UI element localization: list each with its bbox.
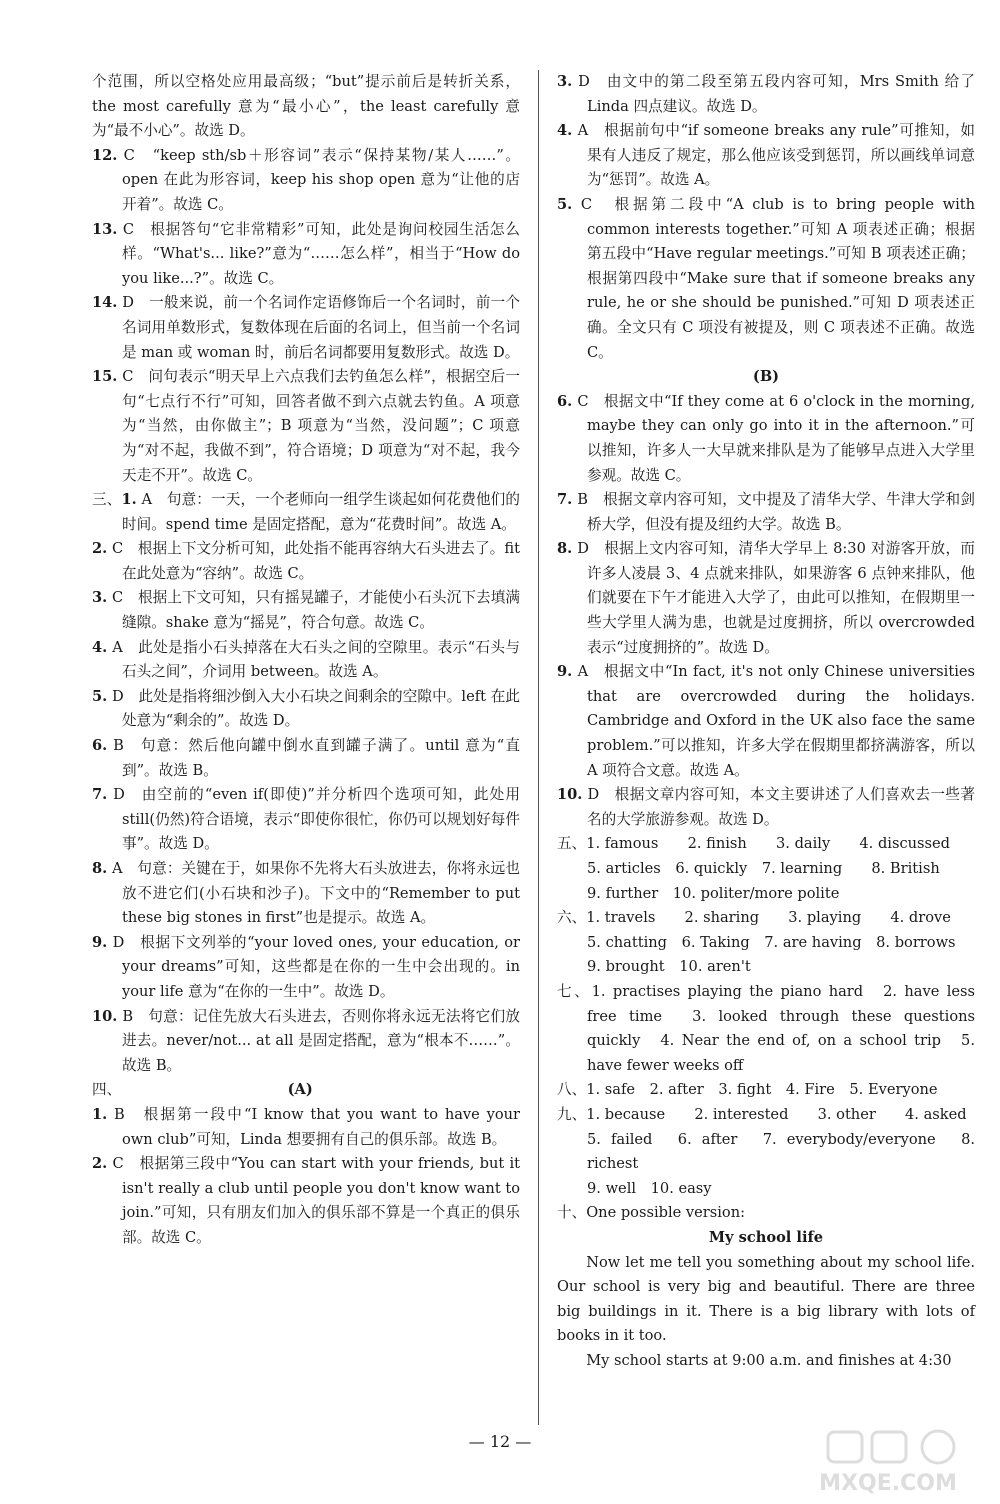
essay-title: My school life [708, 1228, 824, 1246]
answer-item: 8. D 根据上文内容可知，清华大学早上 8:30 对游客开放，而许多人凌晨 3、4 点就来排队，如果游客 6 点钟来排队，他们就要在下午才能进入大学了，由此可以推知，在假期里一些大学里人满为患，也就是过度拥挤，所以 overcrowded 表示“过度拥挤的”。故选 D。 [557, 540, 975, 656]
answer-item: 4. A 根据前句中“if someone breaks any rule”可推知，如果有人违反了规定，那么他应该受到惩罚，所以画线单词意为“惩罚”。故选 A。 [557, 122, 976, 189]
answer-item: 14. D 一般来说，前一个名词作定语修饰后一个名词时，前一个名词用单数形式，复数体现在后面的名词上，但当前一个名词是 man 或 woman 时，前后名词都要用复数形式。故选 D。 [92, 294, 521, 361]
answer-item: 9. D 根据下文列举的“your loved ones, your education, or your dreams”可知，这些都是在你的一生中会出现的。in your life 意为“在你的一生中”。故选 D。 [92, 933, 521, 1000]
answer-item: 5. D 此处是指将细沙倒入大小石块之间剩余的空隙中。left 在此处意为“剩余的”。故选 D。 [92, 687, 520, 730]
section-8: 八、1. safe 2. after 3. fight 4. Fire 5. Everyone [557, 1081, 938, 1099]
essay-paragraph: My school starts at 9:00 a.m. and finishes at 4:30 [586, 1351, 952, 1369]
section-3 [92, 488, 520, 1078]
left-column [92, 70, 520, 1251]
subsection-b-heading: (B) [752, 368, 780, 386]
answer-item: 10. D 根据文章内容可知，本文主要讲述了人们喜欢去一些著名的大学旅游参观。故选 D。 [557, 786, 976, 828]
answer-item: 10. B 句意：记住先放大石头进去，否则你将永远无法将它们放进去。never/not... at all 是固定搭配，意为“根本不……”。故选 B。 [92, 1007, 521, 1074]
answer-item: 13. C 根据答句“它非常精彩”可知，此处是询问校园生活怎么样。“What's... like?”意为“……怎么样”，相当于“How do you like...?”。故选 C。 [92, 220, 521, 287]
answer-item: 7. B 根据文章内容可知，文中提及了清华大学、牛津大学和剑桥大学，但没有提及纽约大学。故选 B。 [557, 491, 975, 533]
answer-item: 2. C 根据上下文分析可知，此处指不能再容纳大石头进去了。fit 在此处意为“容纳”。故选 C。 [92, 540, 520, 582]
answer-item: 6. B 句意：然后他向罐中倒水直到罐子满了。until 意为“直到”。故选 B。 [92, 737, 521, 779]
section-10: 十、One possible version: My school life Now let me tell you something about my school life. Our school is very big and beautiful. There are three big buildings in it. There is a big library with lots of books in it too. My school starts at 9:00 a.m. and finishes at 4:30 [557, 1201, 975, 1373]
essay-paragraph: Now let me tell you something about my school life. Our school is very big and beautiful. There are three big buildings in it. There is a big library with lots of books in it too. [557, 1253, 975, 1345]
answer-item: 2. C 根据第三段中“You can start with your friends, but it isn't really a club until people you don't know want to join.”可知，只有朋友们加入的俱乐部不算是一个真正的俱乐部。故选 C。 [92, 1155, 521, 1246]
intro-text: 个范围，所以空格处应用最高级；“but”提示前后是转折关系，the most carefully 意为“最小心”，the least carefully 意为“最不小心”。故选 D。 [92, 73, 520, 140]
answer-item: 9. A 根据文中“In fact, it's not only Chinese universities that are overcrowded during the holidays. Cambridge and Oxford in the UK also face the same problem.”可以推知，许多大学在假期里都挤满游客，所以 A 项符合文意。故选 A。 [557, 663, 975, 779]
answer-item: 3. C 根据上下文可知，只有摇晃罐子，才能使小石头沉下去填满缝隙。shake 意为“摇晃”，符合句意。故选 C。 [92, 589, 521, 632]
answer-item: 1. B 根据第一段中“I know that you want to have your own club”可知，Linda 想要拥有自己的俱乐部。故选 B。 [92, 1105, 520, 1148]
section-4 [92, 1078, 520, 1250]
section-3-label: 三、 [92, 491, 122, 509]
answer-item: 15. C 问句表示“明天早上六点我们去钓鱼怎么样”，根据空后一句“七点行不行”可知，回答者做不到六点就去钓鱼。A 项意为“当然，由你做主”；B 项意为“当然，没问题”；C 项意为“对不起，我做不到”，符合语境；D 项意为“对不起，我今天走不开”。故选 C。 [92, 368, 520, 484]
section-3-first-item: 三、1. A 句意：一天，一个老师向一组学生谈起如何花费他们的时间。spend time 是固定搭配，意为“花费时间”。故选 A。 [92, 491, 520, 533]
section-4-heading: 四、 (A) [92, 1081, 313, 1099]
watermark-logo-icon [788, 1428, 988, 1498]
page-number: — 12 — [468, 1432, 532, 1451]
right-column [557, 70, 975, 1373]
answer-item: 8. A 句意：关键在于，如果你不先将大石头放进去，你将永远也放不进它们(小石块和沙子)。下文中的“Remember to put these big stones in first”也是提示。故选 A。 [92, 860, 520, 927]
answer-item: 4. A 此处是指小石头掉落在大石头之间的空隙里。表示“石头与石头之间”，介词用 between。故选 A。 [92, 638, 520, 681]
answer-item: 12. C “keep sth/sb＋形容词”表示“保持某物/某人……”。open 在此为形容词，keep his shop open 意为“让他的店开着”。故选 C。 [92, 146, 521, 213]
answer-item: 5. C 根据第二段中“A club is to bring people with common interests together.”可知 A 项表述正确；根据第五段中“Have regular meetings.”可知 B 项表述正确；根据第四段中“Make sure that if someone breaks any rule, he or she should be punished.”可知 D 项表述正确。全文只有 C 项没有被提及，则 C 项表述不正确。故选 C。 [557, 195, 976, 361]
section-5: 五、1. famous 2. finish 3. daily 4. discussed 5. articles 6. quickly 7. learning 8. British 9. further 10. politer/more polite [557, 835, 950, 902]
section-9: 九、1. because 2. interested 3. other 4. asked 5. failed 6. after 7. everybody/everyone 8. richest 9. well 10. easy [557, 1105, 975, 1197]
answer-item: 7. D 由空前的“even if(即使)”并分析四个选项可知，此处用 still(仍然)符合语境，表示“即使你很忙，你仍可以规划好每件事”。故选 D。 [92, 786, 521, 853]
answer-item: 6. C 根据文中“If they come at 6 o'clock in the morning, maybe they can only go into it in the afternoon.”可以推知，许多人一大早就来排队是为了能够早点进入大学里参观。故选 C。 [557, 392, 975, 484]
section-7: 七、1. practises playing the piano hard 2. have less free time 3. looked through these questions quickly 4. Near the end of, on a school trip 5. have fewer weeks off [557, 982, 975, 1074]
answer-item: 3. D 由文中的第二段至第五段内容可知，Mrs Smith 给了 Linda 四点建议。故选 D。 [557, 73, 976, 115]
column-divider [538, 70, 539, 1425]
section-6: 六、1. travels 2. sharing 3. playing 4. drove 5. chatting 6. Taking 7. are having 8. borrows 9. brought 10. aren't [557, 909, 956, 976]
watermark-text: MXQE.COM [819, 1471, 957, 1496]
